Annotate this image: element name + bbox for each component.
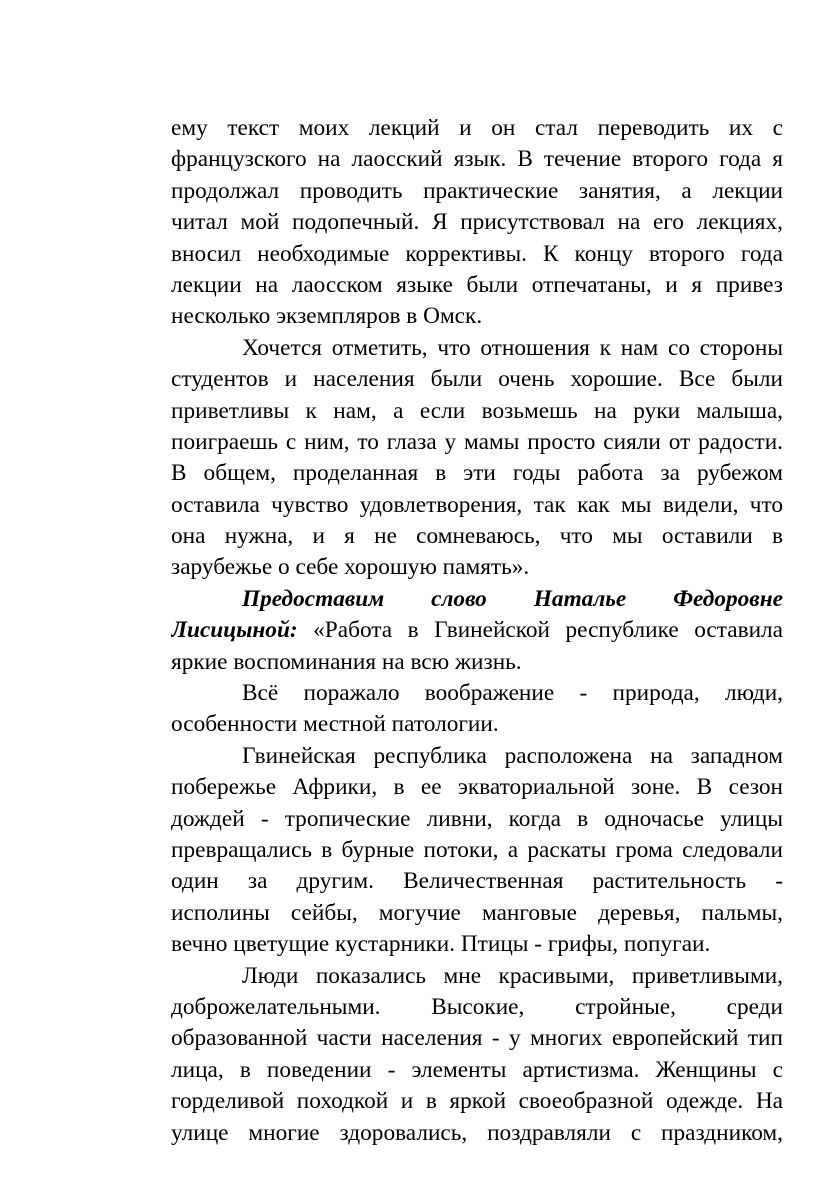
- text-line: она нужна, и я не сомневаюсь, что мы оставили в: [171, 523, 783, 550]
- text-line: образованной части населения - у многих европейский тип: [171, 1025, 783, 1052]
- text-line: студентов и населения были очень хорошие. Все были: [171, 366, 783, 393]
- text-line: [171, 615, 783, 646]
- text-line: Всё поражало воображение - природа, люди,: [242, 680, 783, 707]
- text-line: вносил необходимые коррективы. К концу второго года: [171, 240, 783, 267]
- text-line: лекции на лаосском языке были отпечатаны, и я привез: [171, 271, 783, 298]
- text-line: оставила чувство удовлетворения, так как мы видели, что: [171, 491, 783, 518]
- text-line: лица, в поведении - элементы артистизма. Женщины с: [171, 1056, 783, 1083]
- text-line: приветливы к нам, а если возьмешь на руки малыша,: [171, 397, 783, 424]
- text-line: ему текст моих лекций и он стал переводить их с: [171, 115, 783, 141]
- text-line: один за другим. Величественная растительность -: [171, 868, 783, 895]
- text-line-rest: «Работа в Гвинейской республике оставила: [297, 617, 783, 644]
- text-line: читал мой подопечный. Я присутствовал на его лекциях,: [171, 209, 783, 236]
- body-text: [171, 113, 783, 1149]
- text-line: несколько экземпляров в Омск.: [171, 303, 483, 330]
- text-line: Хочется отметить, что отношения к нам со стороны: [242, 334, 783, 361]
- text-line: продолжал проводить практические занятия, а лекции: [171, 177, 783, 204]
- text-line: поиграешь с ним, то глаза у мамы просто сияли от радости.: [171, 428, 783, 455]
- text-line: превращались в бурные потоки, а раскаты грома следовали: [171, 836, 783, 863]
- emphasis-name: Лисицыной:: [171, 617, 298, 644]
- text-line: улице многие здоровались, поздравляли с праздником,: [171, 1119, 783, 1146]
- text-line: горделивой походкой и в яркой своеобразной одежде. На: [171, 1088, 783, 1115]
- text-line: доброжелательными. Высокие, стройные, среди: [171, 993, 783, 1020]
- text-line: В общем, проделанная в эти годы работа за рубежом: [171, 460, 783, 487]
- text-line: французского на лаосский язык. В течение второго года я: [171, 146, 783, 173]
- text-line-emphasis: Предоставим слово Наталье Федоровне: [242, 585, 783, 612]
- text-line: яркие воспоминания на всю жизнь.: [171, 648, 522, 675]
- text-line: вечно цветущие кустарники. Птицы - грифы, попугаи.: [171, 931, 711, 958]
- text-line: побережье Африки, в ее экваториальной зоне. В сезон: [171, 774, 783, 801]
- text-line: особенности местной патологии.: [171, 711, 499, 738]
- text-line: исполины сейбы, могучие манговые деревья, пальмы,: [171, 899, 783, 926]
- text-line: Гвинейская республика расположена на западном: [242, 742, 783, 769]
- text-line: зарубежье о себе хорошую память».: [171, 554, 530, 581]
- text-line: дождей - тропические ливни, когда в одночасье улицы: [171, 805, 783, 832]
- text-line: Люди показались мне красивыми, приветливыми,: [242, 962, 783, 989]
